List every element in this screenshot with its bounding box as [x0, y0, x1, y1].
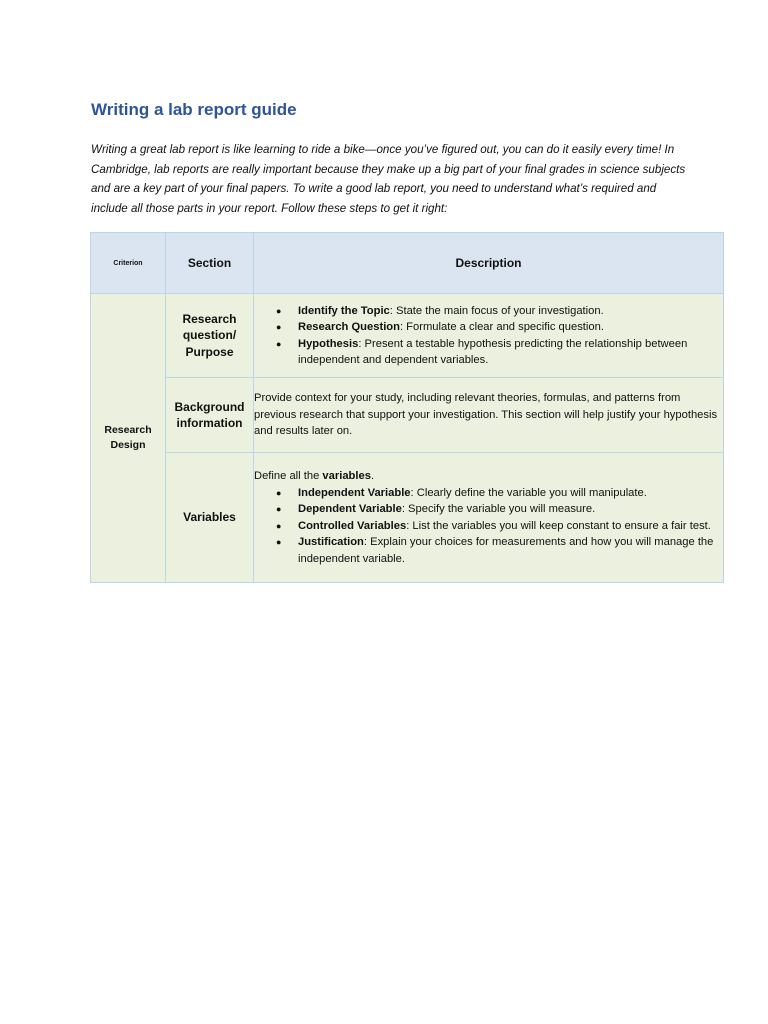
list-item-term: Independent Variable — [298, 486, 411, 499]
intro-suffix: . — [370, 470, 375, 482]
guide-table — [90, 232, 724, 583]
table-row — [91, 294, 724, 378]
list-item-text: : State the main focus of your investigation. — [389, 304, 604, 317]
section-cell: Background information — [166, 378, 254, 453]
list-item — [298, 518, 723, 535]
list-item-term: Controlled Variables — [298, 519, 407, 532]
section-cell: Research question/ Purpose — [166, 294, 254, 378]
bullet-list — [254, 485, 723, 568]
list-item-text: : Clearly define the variable you will manipulate. — [410, 486, 647, 499]
section-cell: Variables — [166, 453, 254, 583]
list-item-term: Research Question — [298, 321, 400, 333]
list-item-term: Justification — [298, 536, 364, 548]
intro-paragraph: Writing a great lab report is like learning to ride a bike—once you’ve figured out, you can do it easily every time! In Cambridge, lab reports are really important because they make up a big part of your final grades in science subjects and are a key part of your final papers. To write a good lab report, you need to understand what’s required and include all those parts in your report. Follow these steps to get it right: — [91, 143, 686, 215]
description-cell — [254, 294, 724, 378]
list-item-term: Hypothesis — [298, 337, 359, 350]
table-header-row — [91, 233, 724, 294]
description-cell — [254, 453, 724, 583]
list-item — [298, 534, 723, 567]
criterion-cell: Research Design — [91, 294, 166, 583]
list-item — [298, 336, 723, 369]
list-item — [298, 485, 723, 502]
intro-text: Define all the — [254, 470, 323, 482]
description-cell — [254, 378, 724, 453]
list-item-text: : Formulate a clear and specific question. — [399, 321, 604, 333]
table-row — [91, 453, 724, 583]
intro-term: variables — [322, 470, 371, 482]
list-item-term: Dependent Variable — [298, 503, 402, 515]
header-section: Section — [166, 233, 254, 294]
description-intro — [254, 468, 723, 485]
list-item-text: : List the variables you will keep constant to ensure a fair test. — [406, 519, 711, 532]
page-title: Writing a lab report guide — [91, 100, 297, 119]
list-item-term: Identify the Topic — [298, 304, 390, 317]
list-item — [298, 501, 723, 518]
table-row — [91, 378, 724, 453]
list-item-text: : Explain your choices for measurements and how you will manage the independent variable. — [298, 536, 714, 565]
list-item-text: : Present a testable hypothesis predicting the relationship between independent and dependent variables. — [298, 337, 688, 366]
list-item — [298, 319, 723, 336]
bullet-list — [254, 303, 723, 369]
list-item-text: : Specify the variable you will measure. — [401, 503, 596, 515]
description-paragraph: Provide context for your study, including relevant theories, formulas, and patterns from previous research that support your investigation. This section will help justify your hypothesis and results later on. — [254, 392, 718, 438]
list-item — [298, 303, 723, 320]
header-criterion: Criterion — [91, 233, 166, 294]
header-description: Description — [254, 233, 724, 294]
